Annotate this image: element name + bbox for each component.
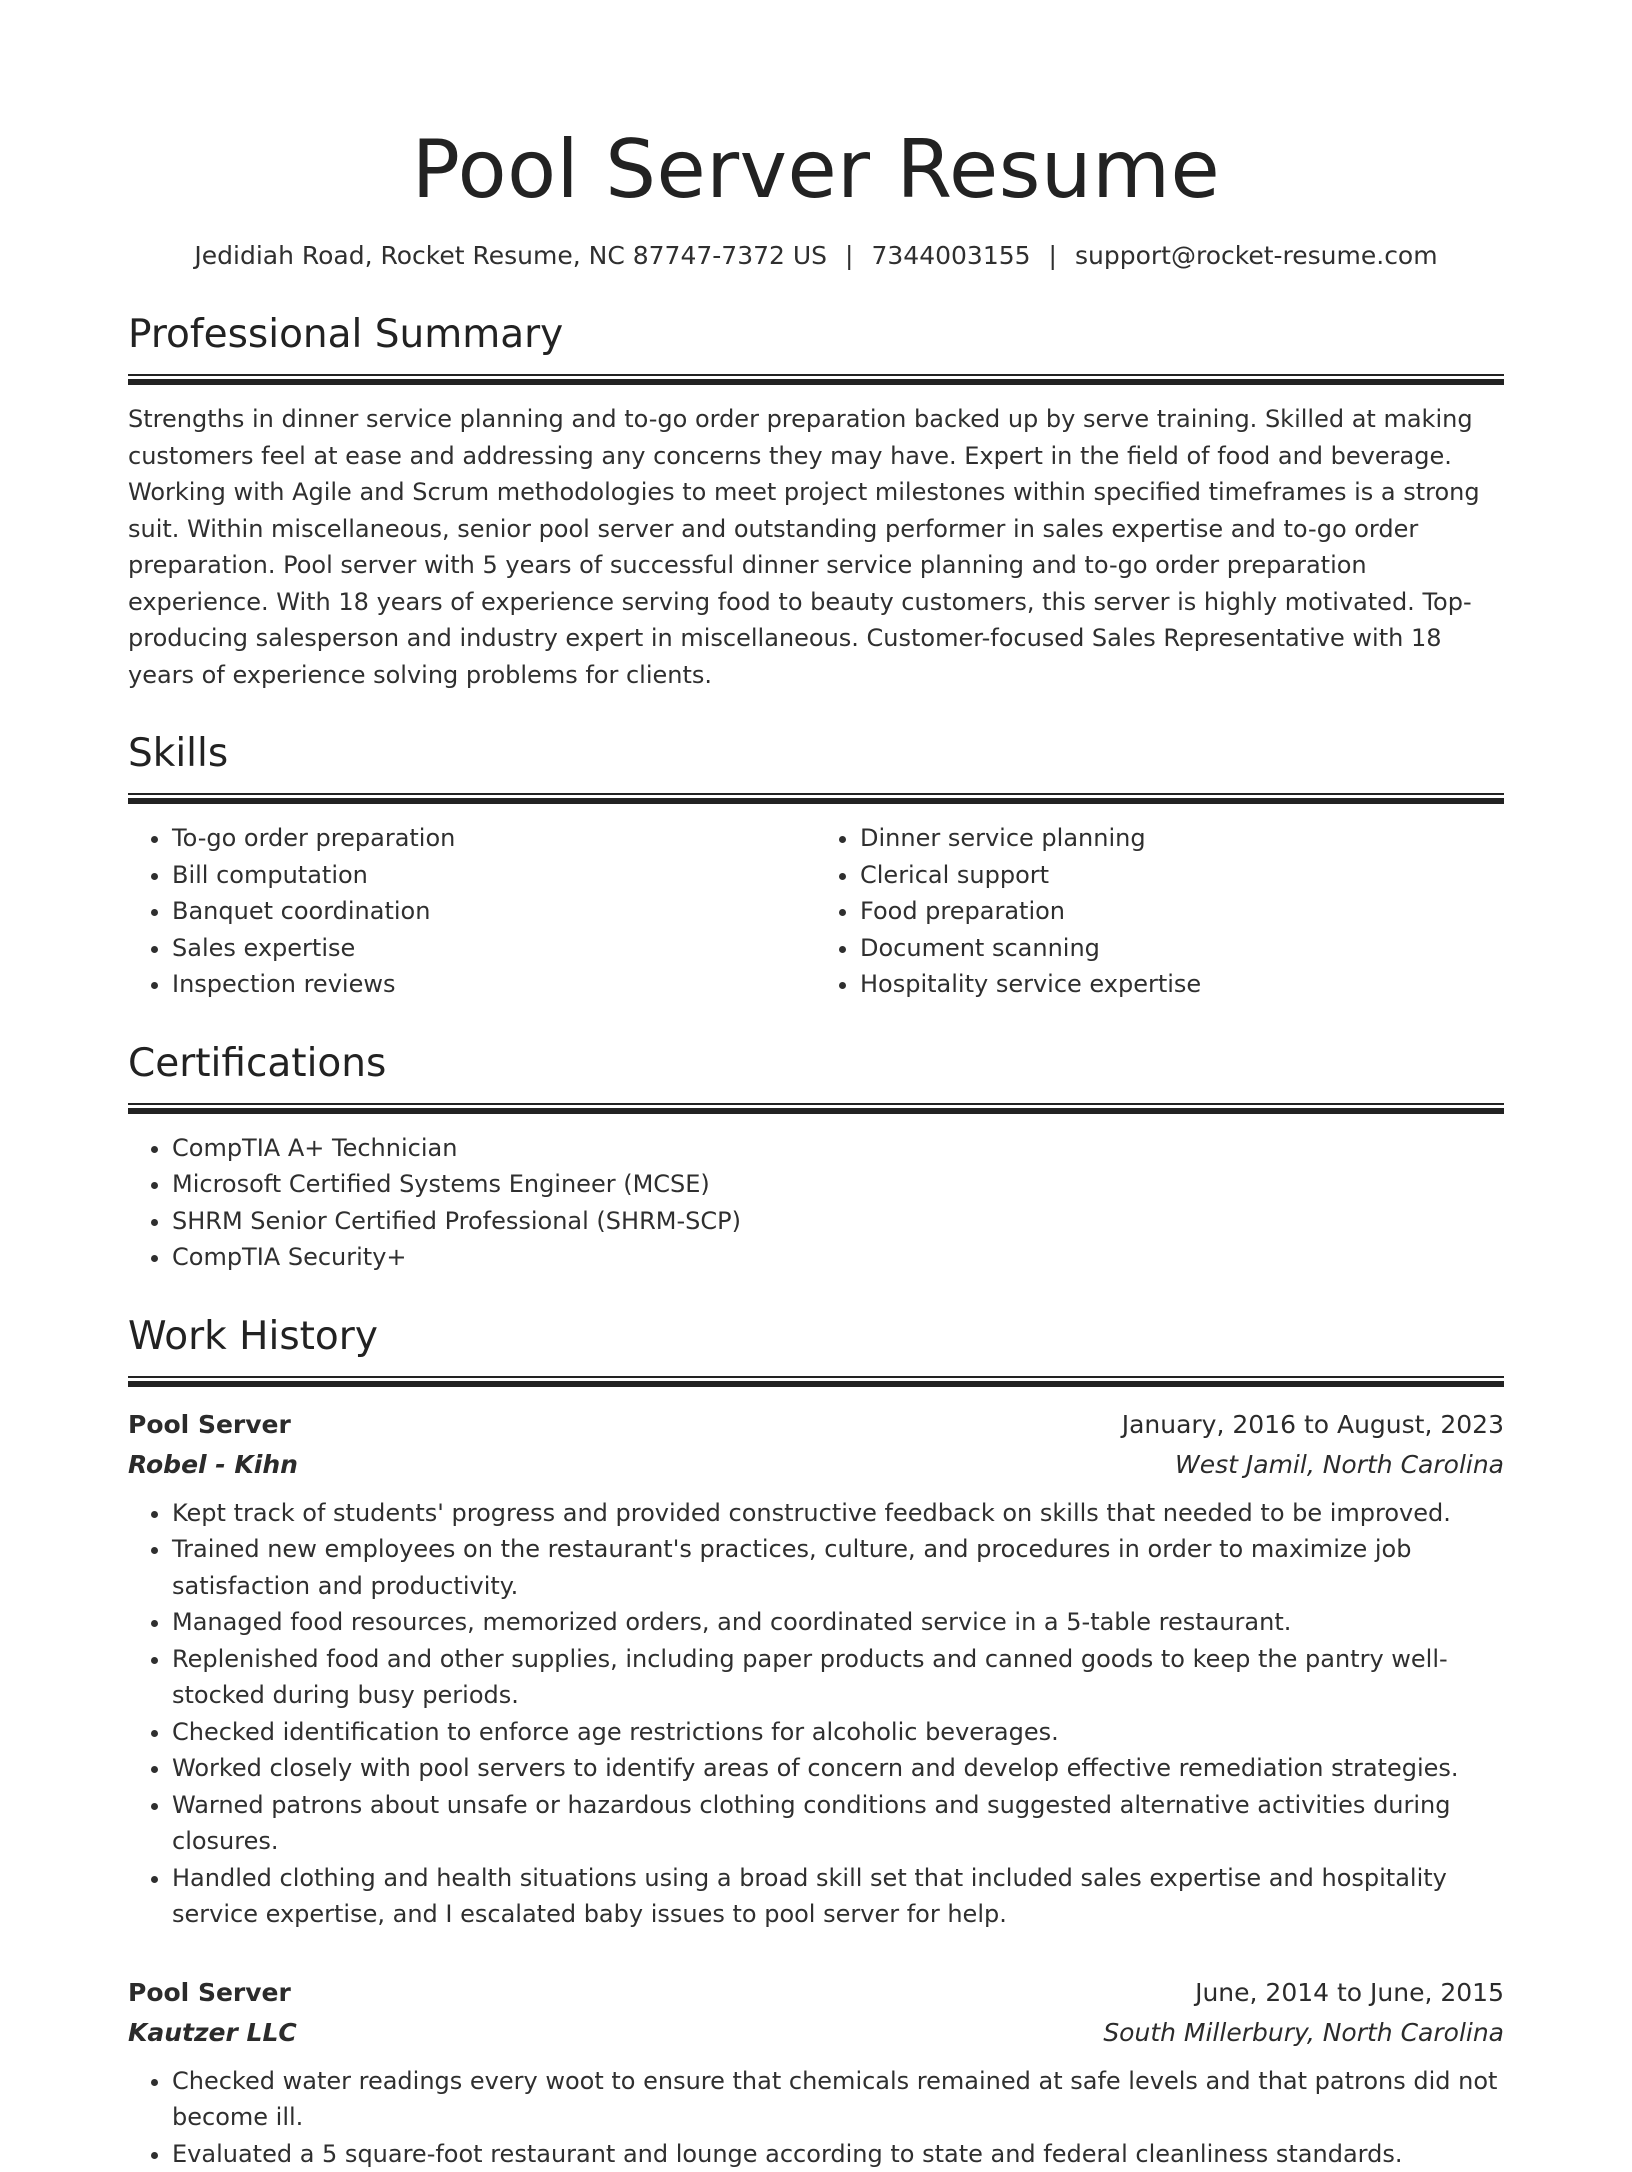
skills-columns bbox=[128, 820, 1504, 1003]
summary-text: Strengths in dinner service planning and to-go order preparation backed up by serve training. Skilled at making customers feel at ease and addressing any concerns they may have. Expert in the field of food and beverage. Working with Agile and Scrum methodologies to meet project milestones within specified timeframes is a strong suit. Within miscellaneous, senior pool server and outstanding performer in sales expertise and to-go order preparation. Pool server with 5 years of successful dinner service planning and to-go order preparation experience. With 18 years of experience serving food to beauty customers, this server is highly motivated. Top-producing salesperson and industry expert in miscellaneous. Customer-focused Sales Representative with 18 years of experience solving problems for clients. bbox=[128, 401, 1504, 693]
job-title: Pool Server bbox=[128, 1405, 291, 1445]
resume-page bbox=[128, 0, 1504, 2172]
skill-item: • Bill computation bbox=[172, 857, 816, 894]
contact-separator: | bbox=[1031, 241, 1075, 270]
contact-address: Jedidiah Road, Rocket Resume, NC 87747-7372 US bbox=[194, 241, 827, 270]
work-section bbox=[128, 1312, 1504, 1387]
job-company: Robel - Kihn bbox=[128, 1445, 298, 1485]
section-divider bbox=[128, 374, 1504, 385]
job-location: West Jamil, North Carolina bbox=[1175, 1445, 1504, 1485]
job-bullets bbox=[128, 2063, 1504, 2172]
skill-item: • Sales expertise bbox=[172, 930, 816, 967]
certification-item: • Microsoft Certified Systems Engineer (MCSE) bbox=[172, 1166, 1504, 1203]
job-bullet: • Worked closely with pool servers to identify areas of concern and develop effective remediation strategies. bbox=[172, 1750, 1504, 1787]
skill-item: • Inspection reviews bbox=[172, 966, 816, 1003]
work-heading: Work History bbox=[128, 1312, 1504, 1362]
job-subheader bbox=[128, 1445, 1504, 1485]
skill-item: • To-go order preparation bbox=[172, 820, 816, 857]
job-bullet: • Evaluated a 5 square-foot restaurant and lounge according to state and federal cleanliness standards. bbox=[172, 2136, 1504, 2172]
certification-item: • CompTIA Security+ bbox=[172, 1239, 1504, 1276]
job-bullet: • Replenished food and other supplies, including paper products and canned goods to keep the pantry well-stocked during busy periods. bbox=[172, 1641, 1504, 1714]
contact-phone: 7344003155 bbox=[871, 241, 1030, 270]
job-bullet: • Checked water readings every woot to ensure that chemicals remained at safe levels and that patrons did not become ill. bbox=[172, 2063, 1504, 2136]
job-entry bbox=[128, 1405, 1504, 1933]
job-bullet: • Trained new employees on the restaurant's practices, culture, and procedures in order to maximize job satisfaction and productivity. bbox=[172, 1531, 1504, 1604]
job-entry bbox=[128, 1973, 1504, 2172]
job-company: Kautzer LLC bbox=[128, 2013, 297, 2053]
skills-section bbox=[128, 729, 1504, 804]
contact-line bbox=[128, 238, 1504, 274]
certification-item: • SHRM Senior Certified Professional (SHRM-SCP) bbox=[172, 1203, 1504, 1240]
job-bullet: • Managed food resources, memorized orders, and coordinated service in a 5-table restaurant. bbox=[172, 1604, 1504, 1641]
job-header bbox=[128, 1973, 1504, 2013]
job-bullet: • Checked identification to enforce age restrictions for alcoholic beverages. bbox=[172, 1714, 1504, 1751]
contact-email: support@rocket-resume.com bbox=[1075, 241, 1438, 270]
skill-item: • Clerical support bbox=[860, 857, 1504, 894]
job-subheader bbox=[128, 2013, 1504, 2053]
summary-section bbox=[128, 310, 1504, 385]
job-title: Pool Server bbox=[128, 1973, 291, 2013]
section-divider bbox=[128, 1376, 1504, 1387]
job-header bbox=[128, 1405, 1504, 1445]
skill-item: • Hospitality service expertise bbox=[860, 966, 1504, 1003]
job-bullet: • Warned patrons about unsafe or hazardous clothing conditions and suggested alternative activities during closures. bbox=[172, 1787, 1504, 1860]
job-dates: January, 2016 to August, 2023 bbox=[1122, 1405, 1504, 1445]
skills-list-left bbox=[128, 820, 816, 1003]
skill-item: • Document scanning bbox=[860, 930, 1504, 967]
skill-item: • Banquet coordination bbox=[172, 893, 816, 930]
certifications-section bbox=[128, 1039, 1504, 1114]
section-divider bbox=[128, 793, 1504, 804]
job-bullet: • Handled clothing and health situations using a broad skill set that included sales expertise and hospitality service expertise, and I escalated baby issues to pool server for help. bbox=[172, 1860, 1504, 1933]
contact-separator: | bbox=[827, 241, 871, 270]
job-dates: June, 2014 to June, 2015 bbox=[1195, 1973, 1504, 2013]
skill-item: • Dinner service planning bbox=[860, 820, 1504, 857]
skills-list-right bbox=[816, 820, 1504, 1003]
page-title: Pool Server Resume bbox=[128, 0, 1504, 220]
job-bullets bbox=[128, 1495, 1504, 1933]
skills-heading: Skills bbox=[128, 729, 1504, 779]
summary-heading: Professional Summary bbox=[128, 310, 1504, 360]
certifications-list bbox=[128, 1130, 1504, 1276]
skill-item: • Food preparation bbox=[860, 893, 1504, 930]
job-location: South Millerbury, North Carolina bbox=[1103, 2013, 1504, 2053]
job-bullet: • Kept track of students' progress and provided constructive feedback on skills that needed to be improved. bbox=[172, 1495, 1504, 1532]
certifications-heading: Certifications bbox=[128, 1039, 1504, 1089]
certification-item: • CompTIA A+ Technician bbox=[172, 1130, 1504, 1167]
section-divider bbox=[128, 1103, 1504, 1114]
